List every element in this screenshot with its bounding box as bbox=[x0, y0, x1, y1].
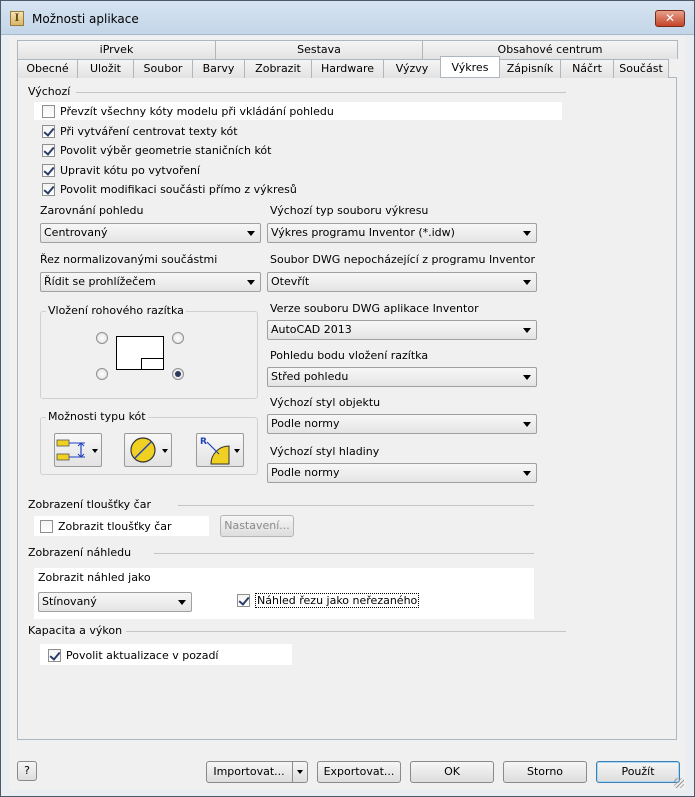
checkbox-modify-part-from-drawing[interactable] bbox=[42, 181, 297, 197]
linear-dimension-type-button[interactable] bbox=[54, 433, 102, 467]
checkbox-retrieve-model-dims[interactable] bbox=[42, 103, 334, 119]
radio-bottom-left[interactable] bbox=[96, 368, 108, 380]
checkbox-box[interactable] bbox=[48, 649, 61, 662]
checkbox-label: Povolit aktualizace v pozadí bbox=[66, 648, 219, 662]
tab-ipart[interactable]: iPrvek bbox=[17, 40, 216, 59]
chevron-down-icon bbox=[523, 422, 531, 427]
tab-hardware[interactable]: Hardware bbox=[311, 59, 384, 78]
tab-display[interactable]: Zobrazit bbox=[244, 59, 312, 78]
dialog-body bbox=[9, 36, 686, 790]
checkbox-label: Upravit kótu po vytvoření bbox=[60, 163, 201, 177]
checkbox-section-unsectioned[interactable] bbox=[237, 592, 419, 608]
section-standard-parts-label: Řez normalizovanými součástmi bbox=[40, 253, 218, 266]
tab-content-center[interactable]: Obsahové centrum bbox=[422, 40, 678, 59]
checkbox-box[interactable] bbox=[42, 105, 55, 118]
tab-save[interactable]: Uložit bbox=[77, 59, 134, 78]
chevron-down-icon bbox=[523, 231, 531, 236]
capacity-section-label: Kapacita a výkon bbox=[28, 624, 123, 637]
export-button[interactable]: Exportovat... bbox=[317, 761, 401, 783]
tab-colors[interactable]: Barvy bbox=[192, 59, 245, 78]
checkbox-baseline-geometry[interactable] bbox=[42, 142, 271, 158]
preview-display-as-dropdown[interactable] bbox=[38, 592, 192, 612]
checkbox-label: Převzít všechny kóty modelu při vkládání pohledu bbox=[60, 104, 334, 118]
line-weight-separator bbox=[178, 505, 534, 506]
default-object-style-label: Výchozí styl objektu bbox=[270, 396, 381, 409]
section-standard-parts-dropdown[interactable] bbox=[40, 272, 261, 292]
drawing-tab-panel bbox=[17, 77, 677, 740]
tab-part[interactable]: Součást bbox=[613, 59, 669, 78]
title-bar bbox=[1, 1, 694, 35]
linear-dimension-icon bbox=[55, 434, 95, 466]
block-insert-point-dropdown[interactable] bbox=[267, 367, 537, 387]
checkbox-label: Povolit modifikaci součásti přímo z výkresů bbox=[60, 182, 297, 196]
checkbox-label: Při vytváření centrovat texty kót bbox=[60, 124, 238, 138]
radio-bottom-right[interactable] bbox=[172, 368, 184, 380]
help-icon: ? bbox=[24, 764, 30, 777]
non-inventor-dwg-dropdown[interactable] bbox=[267, 272, 537, 292]
dropdown-value: Výkres programu Inventor (*.idw) bbox=[271, 226, 455, 239]
checkbox-label: Zobrazit tloušťky čar bbox=[58, 519, 172, 533]
sheet-preview-icon bbox=[116, 336, 164, 370]
checkbox-label: Povolit výběr geometrie staničních kót bbox=[60, 143, 272, 157]
dropdown-value: Podle normy bbox=[271, 466, 340, 479]
tab-sketch[interactable]: Náčrt bbox=[560, 59, 614, 78]
title-block-icon bbox=[141, 358, 163, 369]
default-object-style-dropdown[interactable] bbox=[267, 414, 537, 434]
import-button[interactable] bbox=[206, 761, 308, 783]
tab-file[interactable]: Soubor bbox=[133, 59, 193, 78]
inventor-app-icon: I bbox=[10, 11, 24, 26]
default-layer-style-dropdown[interactable] bbox=[267, 463, 537, 483]
ok-button[interactable]: OK bbox=[410, 761, 494, 783]
cancel-button[interactable]: Storno bbox=[503, 761, 587, 783]
close-icon: ✕ bbox=[664, 11, 676, 25]
tab-assembly[interactable]: Sestava bbox=[215, 40, 423, 59]
checkbox-box[interactable] bbox=[42, 125, 55, 138]
dropdown-value: Centrovaný bbox=[44, 226, 108, 239]
block-insert-point-label: Pohledu bodu vložení razítka bbox=[270, 349, 429, 362]
capacity-separator bbox=[126, 631, 566, 632]
chevron-down-icon bbox=[92, 449, 98, 453]
svg-text:R: R bbox=[200, 437, 207, 447]
chevron-down-icon bbox=[523, 280, 531, 285]
title-block-frame-label: Vložení rohového razítka bbox=[48, 304, 184, 317]
checkbox-center-dim-text[interactable] bbox=[42, 123, 238, 139]
preview-separator bbox=[154, 553, 534, 554]
preview-section-label: Zobrazení náhledu bbox=[28, 546, 132, 559]
checkbox-label: Náhled řezu jako neřezaného bbox=[257, 593, 418, 607]
dropdown-value: Stínovaný bbox=[42, 595, 97, 608]
radius-dimension-icon bbox=[197, 434, 237, 466]
defaults-separator bbox=[76, 92, 566, 93]
window-title: Možnosti aplikace bbox=[32, 12, 139, 26]
dwg-version-dropdown[interactable] bbox=[267, 320, 537, 340]
checkbox-box[interactable] bbox=[40, 520, 53, 533]
apply-button[interactable]: Použít bbox=[596, 761, 680, 783]
help-button[interactable] bbox=[17, 761, 37, 781]
chevron-down-icon bbox=[247, 231, 255, 236]
tab-prompts[interactable]: Výzvy bbox=[383, 59, 441, 78]
checkbox-box[interactable] bbox=[42, 164, 55, 177]
tab-general[interactable]: Obecné bbox=[17, 59, 78, 78]
tab-row-2 bbox=[17, 59, 668, 78]
diameter-dimension-icon bbox=[125, 434, 165, 466]
tab-drawing[interactable]: Výkres bbox=[440, 56, 500, 77]
non-inventor-dwg-label: Soubor DWG nepocházející z programu Inventor bbox=[270, 253, 535, 266]
dropdown-value: Podle normy bbox=[271, 417, 340, 430]
chevron-down-icon bbox=[234, 449, 240, 453]
checkbox-edit-dim-on-create[interactable] bbox=[42, 162, 200, 178]
close-button[interactable] bbox=[655, 10, 685, 27]
radius-dimension-type-button[interactable] bbox=[196, 433, 244, 467]
dropdown-value: Otevřít bbox=[271, 275, 310, 288]
resize-grip-icon[interactable] bbox=[674, 778, 684, 788]
tab-row-1 bbox=[17, 40, 677, 59]
dropdown-value: Řídit se prohlížečem bbox=[44, 275, 156, 288]
preview-display-as-label: Zobrazit náhled jako bbox=[38, 571, 151, 584]
dropdown-value: Střed pohledu bbox=[271, 370, 349, 383]
view-justification-dropdown[interactable] bbox=[40, 223, 261, 243]
dropdown-value: AutoCAD 2013 bbox=[271, 323, 352, 336]
radio-top-left[interactable] bbox=[96, 332, 108, 344]
default-file-type-label: Výchozí typ souboru výkresu bbox=[270, 204, 429, 217]
default-file-type-dropdown[interactable] bbox=[267, 223, 537, 243]
defaults-section-label: Výchozí bbox=[28, 85, 71, 98]
import-button-label: Importovat... bbox=[213, 765, 285, 778]
dwg-version-label: Verze souboru DWG aplikace Inventor bbox=[270, 302, 479, 315]
chevron-down-icon bbox=[178, 600, 186, 605]
default-layer-style-label: Výchozí styl hladiny bbox=[270, 445, 380, 458]
checkbox-background-updates[interactable] bbox=[48, 647, 218, 663]
import-dropdown-toggle[interactable] bbox=[292, 762, 307, 782]
chevron-down-icon bbox=[247, 280, 255, 285]
tab-notebook[interactable]: Zápisník bbox=[499, 59, 561, 78]
checkbox-box[interactable] bbox=[42, 144, 55, 157]
chevron-down-icon bbox=[162, 449, 168, 453]
chevron-down-icon bbox=[523, 328, 531, 333]
line-weight-section-label: Zobrazení tloušťky čar bbox=[28, 498, 151, 511]
view-justification-label: Zarovnání pohledu bbox=[40, 204, 144, 217]
dimension-type-frame-label: Možnosti typu kót bbox=[48, 410, 146, 423]
checkbox-box[interactable] bbox=[237, 594, 250, 607]
radio-top-right[interactable] bbox=[172, 332, 184, 344]
checkbox-box[interactable] bbox=[42, 183, 55, 196]
diameter-dimension-type-button[interactable] bbox=[124, 433, 172, 467]
line-weight-settings-button[interactable]: Nastavení... bbox=[220, 515, 294, 537]
chevron-down-icon bbox=[523, 471, 531, 476]
checkbox-display-line-weights[interactable] bbox=[40, 518, 172, 534]
chevron-down-icon bbox=[523, 375, 531, 380]
chevron-down-icon bbox=[297, 770, 303, 774]
